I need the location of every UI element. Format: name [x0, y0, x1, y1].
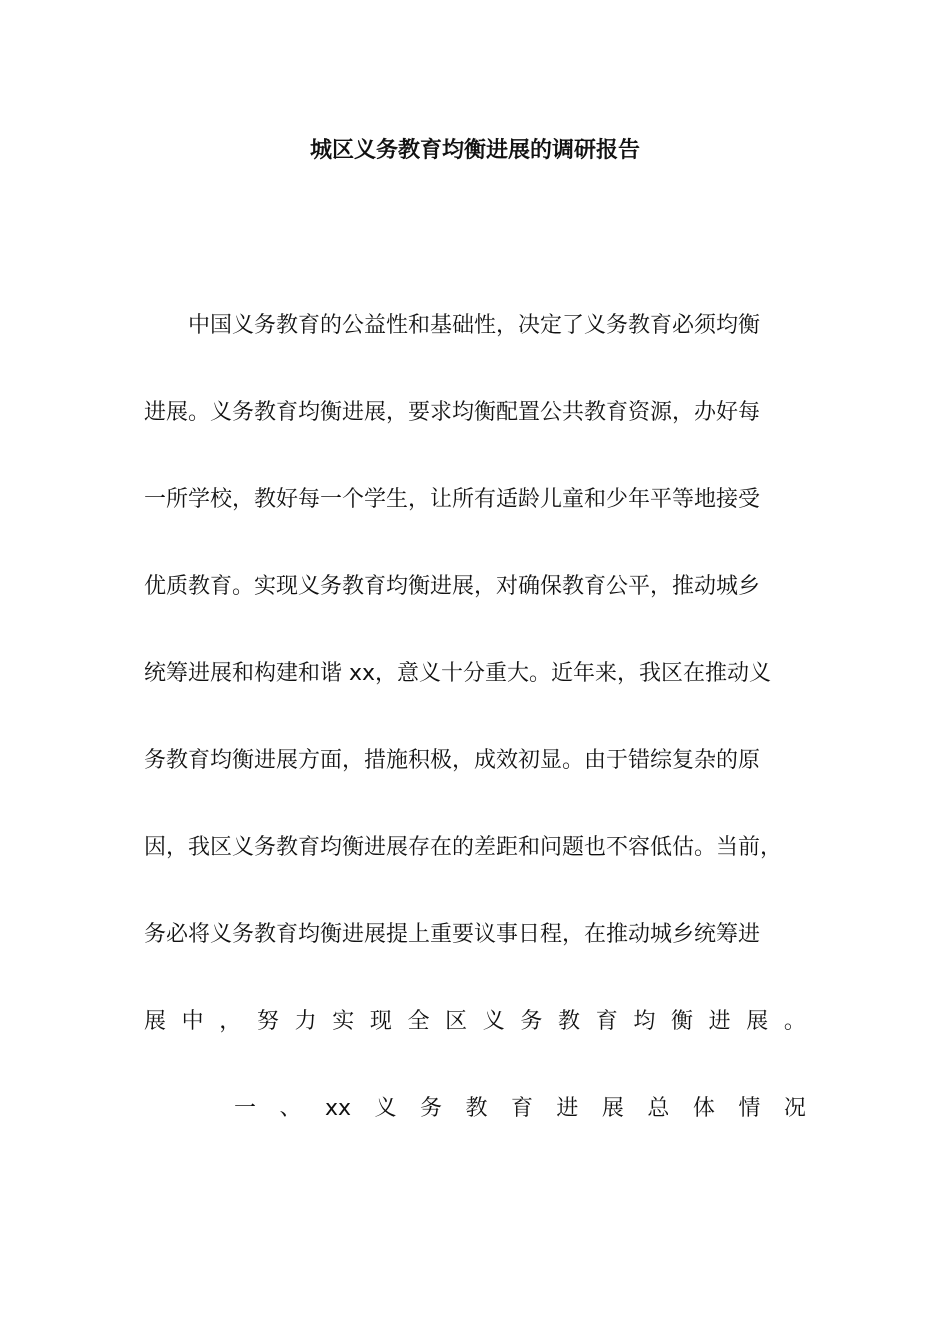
spread-glyph: 、: [279, 1096, 302, 1121]
document-title: 城区义务教育均衡进展的调研报告: [309, 138, 640, 163]
paragraph-line: 中国义务教育的公益性和基础性，决定了义务教育必须均衡: [144, 313, 761, 338]
paragraph-line: 一所学校，教好每一个学生，让所有适龄儿童和少年平等地接受: [144, 487, 761, 512]
spread-glyph: 况: [783, 1096, 806, 1121]
spread-glyph: 。: [783, 1009, 806, 1034]
paragraph-line: 因，我区义务教育均衡进展存在的差距和问题也不容低估。当前，: [144, 835, 783, 860]
spread-glyph: xx: [324, 1096, 352, 1121]
spread-glyph: 现: [369, 1009, 392, 1034]
spread-glyph: 实: [332, 1009, 355, 1034]
spread-glyph: 务: [520, 1009, 543, 1034]
spread-glyph: ，: [219, 1009, 242, 1034]
spread-glyph: 教: [558, 1009, 581, 1034]
section-heading: [234, 1092, 806, 1126]
spread-glyph: 展: [144, 1009, 167, 1034]
spread-glyph: 全: [407, 1009, 430, 1034]
spread-glyph: 育: [595, 1009, 618, 1034]
paragraph-line: 优质教育。实现义务教育均衡进展，对确保教育公平，推动城乡: [144, 574, 761, 599]
spread-glyph: 体: [692, 1096, 715, 1121]
spread-glyph: 均: [633, 1009, 656, 1034]
spread-glyph: 中: [181, 1009, 204, 1034]
spread-glyph: 务: [419, 1096, 442, 1121]
spread-glyph: 力: [294, 1009, 317, 1034]
spread-glyph: 展: [601, 1096, 624, 1121]
spread-glyph: 努: [256, 1009, 279, 1034]
paragraph-line: 务教育均衡进展方面，措施积极，成效初显。由于错综复杂的原: [144, 748, 761, 773]
paragraph-line: 进展。义务教育均衡进展，要求均衡配置公共教育资源，办好每: [144, 400, 761, 425]
paragraph-last-line: [144, 1005, 806, 1039]
spread-glyph: 情: [738, 1096, 761, 1121]
spread-glyph: 义: [482, 1009, 505, 1034]
spread-glyph: 育: [510, 1096, 533, 1121]
spread-glyph: 进: [556, 1096, 579, 1121]
spread-glyph: 教: [465, 1096, 488, 1121]
spread-glyph: 义: [374, 1096, 397, 1121]
paragraph-line: 务必将义务教育均衡进展提上重要议事日程，在推动城乡统筹进: [144, 922, 761, 947]
spread-glyph: 展: [746, 1009, 769, 1034]
paragraph-line: 统筹进展和构建和谐 xx，意义十分重大。近年来，我区在推动义: [144, 661, 772, 686]
spread-glyph: 衡: [670, 1009, 693, 1034]
spread-glyph: 区: [445, 1009, 468, 1034]
spread-glyph: 一: [234, 1096, 257, 1121]
spread-glyph: 总: [647, 1096, 670, 1121]
spread-glyph: 进: [708, 1009, 731, 1034]
